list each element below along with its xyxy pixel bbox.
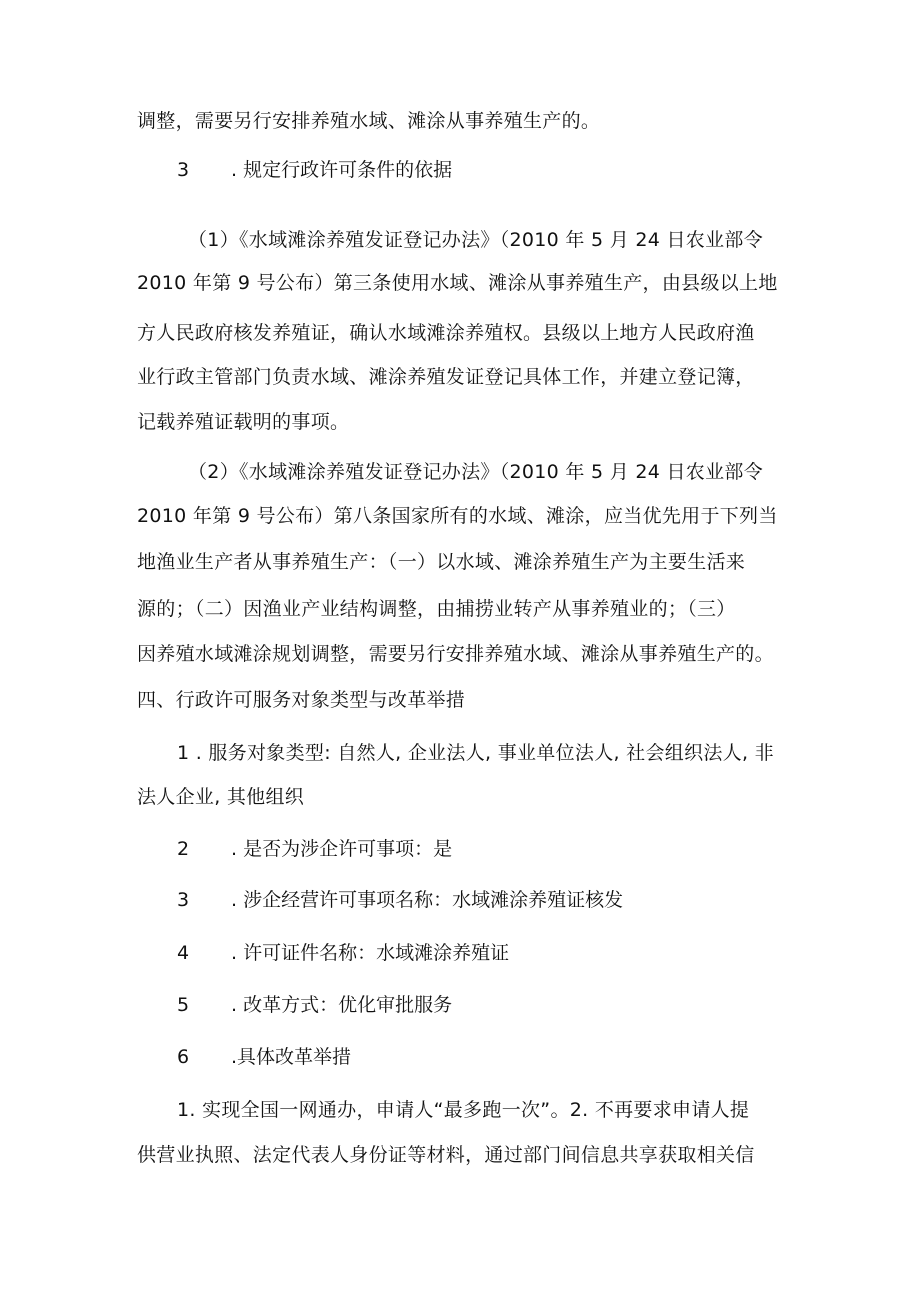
text-line: 1. 实现全国一网通办，申请人“最多跑一次”。2. 不再要求申请人提: [177, 1099, 750, 1121]
text-line: 法人企业, 其他组织: [137, 786, 305, 808]
text-line: 业行政主管部门负责水域、滩涂养殖发证登记具体工作，并建立登记簿，: [137, 366, 755, 388]
text-line: 地渔业生产者从事养殖生产：（一）以水域、滩涂养殖生产为主要生活来: [137, 551, 746, 573]
text-line: 1 . 服务对象类型: 自然人, 企业法人, 事业单位法人, 社会组织法人, 非: [177, 742, 774, 764]
section-heading: 四、行政许可服务对象类型与改革举措: [137, 689, 466, 711]
item-text: . 许可证件名称：水域滩涂养殖证: [231, 942, 510, 964]
item-text: . 是否为涉企许可事项：是: [231, 838, 453, 860]
item-text: . 涉企经营许可事项名称：水域滩涂养殖证核发: [231, 889, 624, 911]
item-number: 3: [177, 159, 190, 181]
item-number: 3: [177, 889, 190, 911]
item-number: 5: [177, 994, 190, 1016]
text-line: 供营业执照、法定代表人身份证等材料，通过部门间信息共享获取相关信: [137, 1144, 755, 1166]
text-line: 2010 年第 9 号公布）第八条国家所有的水域、滩涂，应当优先用于下列当: [137, 505, 778, 527]
item-text: .具体改革举措: [231, 1046, 352, 1068]
text-line: （1）《水域滩涂养殖发证登记办法》（2010 年 5 月 24 日农业部令: [188, 229, 764, 251]
item-number: 4: [177, 942, 190, 964]
text-line: 因养殖水域滩涂规划调整，需要另行安排养殖水域、滩涂从事养殖生产的。: [137, 643, 774, 665]
item-number: 6: [177, 1046, 190, 1068]
item-text: . 规定行政许可条件的依据: [231, 159, 453, 181]
text-line: （2）《水域滩涂养殖发证登记办法》（2010 年 5 月 24 日农业部令: [188, 461, 764, 483]
text-line: 记载养殖证载明的事项。: [137, 411, 350, 433]
item-text: . 改革方式：优化审批服务: [231, 994, 453, 1016]
text-line: 方人民政府核发养殖证，确认水域滩涂养殖权。县级以上地方人民政府渔: [137, 322, 755, 344]
text-line: 2010 年第 9 号公布）第三条使用水域、滩涂从事养殖生产，由县级以上地: [137, 272, 778, 294]
text-line: 调整，需要另行安排养殖水域、滩涂从事养殖生产的。: [137, 110, 601, 132]
item-number: 2: [177, 838, 190, 860]
text-line: 源的；（二）因渔业产业结构调整，由捕捞业转产从事养殖业的；（三）: [137, 598, 736, 620]
